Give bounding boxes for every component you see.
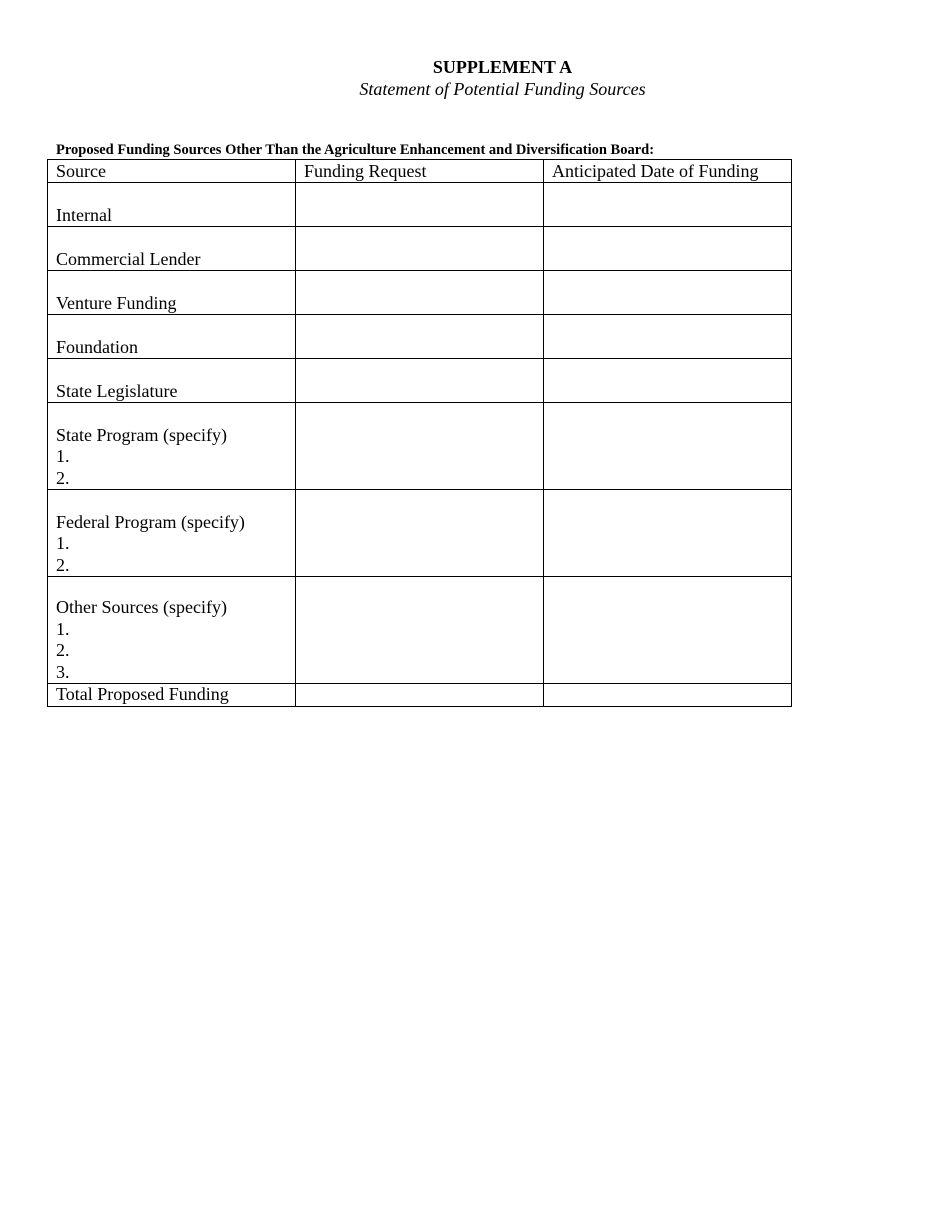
funding-request-cell[interactable] [296, 271, 544, 315]
source-label: State Program (specify) [56, 424, 227, 445]
specify-line-1: 1. [56, 533, 70, 553]
table-row-state-legislature [48, 359, 792, 403]
table-row-foundation [48, 315, 792, 359]
specify-line-2: 2. [56, 640, 70, 660]
table-row-other-sources [48, 577, 792, 684]
funding-request-cell[interactable] [296, 577, 544, 684]
source-cell [48, 490, 296, 577]
table-heading: Proposed Funding Sources Other Than the Agriculture Enhancement and Diversification Board: [56, 142, 655, 158]
document-subtitle: Statement of Potential Funding Sources [359, 79, 646, 99]
table-row-venture-funding [48, 271, 792, 315]
anticipated-date-cell[interactable] [544, 315, 792, 359]
table-row-state-program [48, 403, 792, 490]
column-header-source: Source [48, 160, 296, 183]
funding-request-cell[interactable] [296, 490, 544, 577]
table-row-total [48, 684, 792, 707]
source-cell [48, 403, 296, 490]
table-header-row [48, 160, 792, 183]
total-anticipated-date-cell[interactable] [544, 684, 792, 707]
document-title: SUPPLEMENT A [432, 57, 573, 77]
source-cell: State Legislature [48, 359, 296, 403]
total-funding-request-cell[interactable] [296, 684, 544, 707]
source-label: Federal Program (specify) [56, 511, 245, 532]
anticipated-date-cell[interactable] [544, 359, 792, 403]
anticipated-date-cell[interactable] [544, 490, 792, 577]
funding-request-cell[interactable] [296, 315, 544, 359]
source-cell: Foundation [48, 315, 296, 359]
source-cell: Internal [48, 183, 296, 227]
source-cell [48, 577, 296, 684]
total-label-cell: Total Proposed Funding [48, 684, 296, 707]
table-row-commercial-lender [48, 227, 792, 271]
column-header-funding-request: Funding Request [296, 160, 544, 183]
funding-request-cell[interactable] [296, 227, 544, 271]
funding-sources-table [47, 159, 792, 707]
source-label: Other Sources (specify) [56, 597, 227, 617]
anticipated-date-cell[interactable] [544, 227, 792, 271]
column-header-anticipated-date: Anticipated Date of Funding [544, 160, 792, 183]
specify-line-2: 2. [56, 554, 70, 575]
table-row-internal [48, 183, 792, 227]
table-row-federal-program [48, 490, 792, 577]
anticipated-date-cell[interactable] [544, 577, 792, 684]
funding-request-cell[interactable] [296, 403, 544, 490]
source-cell: Commercial Lender [48, 227, 296, 271]
specify-line-2: 2. [56, 467, 70, 488]
anticipated-date-cell[interactable] [544, 271, 792, 315]
funding-request-cell[interactable] [296, 183, 544, 227]
specify-line-1: 1. [56, 618, 70, 639]
source-cell: Venture Funding [48, 271, 296, 315]
specify-line-3: 3. [56, 661, 70, 682]
funding-request-cell[interactable] [296, 359, 544, 403]
anticipated-date-cell[interactable] [544, 403, 792, 490]
anticipated-date-cell[interactable] [544, 183, 792, 227]
specify-line-1: 1. [56, 446, 70, 466]
